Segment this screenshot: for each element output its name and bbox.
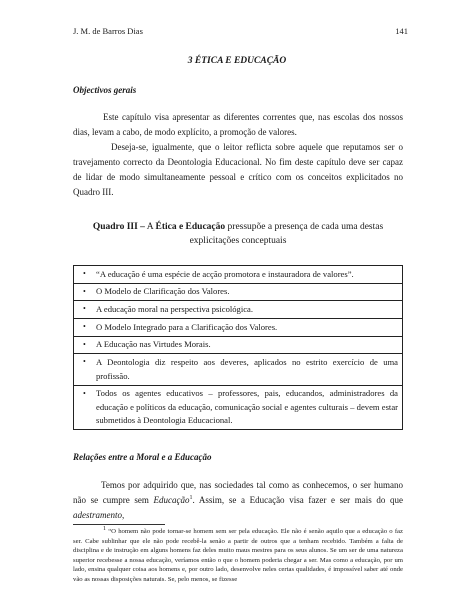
- quadro-item-text: A Deontologia diz respeito aos deveres, aplicados no estrito exercício de uma profissão.: [96, 357, 398, 381]
- quadro-row: [74, 266, 403, 284]
- quadro-item-text: Todos os agentes educativos – professores, pais, educandos, administradores da educação e políticos da educação, comunicação social e agentes culturais – devem estar submetidos à Deontologia Educacional.: [96, 388, 398, 426]
- page-number: 141: [395, 26, 408, 36]
- quadro-item-text: A educação moral na perspectiva psicológica.: [96, 303, 254, 314]
- bullet-icon: •: [83, 339, 86, 349]
- quadro-cell: [74, 336, 403, 354]
- quadro-row: [74, 385, 403, 430]
- paragraph-3-end: ,: [122, 510, 125, 520]
- paragraph-3-italic-end: adestramento: [73, 510, 122, 520]
- objectives-heading: Objectivos gerais: [73, 85, 137, 95]
- quadro-prefix: A: [144, 222, 156, 232]
- quadro-caption: [73, 220, 403, 248]
- quadro-cell: [74, 385, 403, 430]
- paragraph-3-italic: Educação: [153, 495, 190, 505]
- chapter-title: 3 ÉTICA E EDUCAÇÃO: [187, 56, 287, 66]
- quadro-table: [73, 265, 403, 430]
- bullet-icon: •: [83, 304, 86, 314]
- paragraph-3-start: Temos por adquirido que, nas sociedades tal como as conhecemos, o ser humano não se cumpre sem: [73, 480, 403, 505]
- quadro-label: Quadro III –: [92, 222, 145, 232]
- bullet-icon: •: [83, 322, 86, 332]
- quadro-cell: [74, 354, 403, 385]
- quadro-bold-title: Ética e Educação: [155, 222, 226, 232]
- paragraph-3-middle: . Assim, se a Educação visa fazer e ser mais do que: [192, 495, 403, 505]
- quadro-cell: [74, 301, 403, 319]
- quadro-row: [74, 301, 403, 319]
- footnote: [73, 527, 403, 584]
- quadro-item-text: O Modelo de Clarificação dos Valores.: [96, 286, 230, 297]
- bullet-icon: •: [83, 286, 86, 296]
- footnote-divider: [73, 524, 165, 525]
- footnote-reference[interactable]: 1: [189, 495, 193, 501]
- bullet-icon: •: [83, 357, 86, 367]
- quadro-row: [74, 283, 403, 301]
- quadro-row: [74, 336, 403, 354]
- quadro-cell: [74, 319, 403, 337]
- paragraph-2-text: Deseja-se, igualmente, que o leitor reflicta sobre aquele que reputamos ser o travejamento correcto da Deontologia Educacional. No fim deste capítulo deve ser capaz de lidar de modo simultaneamente pessoal e crítico com os conceitos explicitados no Quadro III.: [73, 142, 403, 197]
- paragraph-3: [73, 478, 403, 523]
- paragraph-1: [73, 110, 403, 140]
- quadro-cell: [74, 266, 403, 284]
- footnote-number: 1: [103, 525, 106, 532]
- quadro-cell: [74, 283, 403, 301]
- quadro-row: [74, 319, 403, 337]
- quadro-item-text: O Modelo Integrado para a Clarificação dos Valores.: [96, 321, 278, 332]
- running-header-author: J. M. de Barros Dias: [73, 26, 143, 36]
- paragraph-1-text: Este capítulo visa apresentar as diferentes correntes que, nas escolas dos nossos dias, levam a cabo, de modo explícito, a promoção de valores.: [73, 112, 403, 137]
- footnote-text: “O homem não pode tornar-se homem sem ser pela educação. Ele não é senão aquilo que a educação o faz ser. Cabe sublinhar que ele não pode recebê-la senão a partir de outros que a tenham recebido. Também a falta de disciplina e de instrução em alguns homens faz deles muito maus mestres para os seus alunos. Se um ser de uma natureza superior recebesse a nossa educação, veríamos então o que o homem poderia chegar a ser. Mas como a educação, por um lado, ensina qualquer coisa aos homens e, por outro lado, desenvolve neles certas qualidades, é impossível saber até onde vão as nossas disposições naturais. Se, pelo menos, se fizesse: [73, 528, 403, 583]
- paragraph-2: [73, 140, 403, 200]
- section-heading: Relações entre a Moral e a Educação: [73, 452, 212, 462]
- quadro-item-text: “A educação é uma espécie de acção promotora e instauradora de valores”.: [96, 268, 354, 279]
- bullet-icon: •: [83, 269, 86, 278]
- bullet-icon: •: [83, 388, 86, 398]
- quadro-rest: pressupõe a presença de cada uma destas explicitações conceptuais: [189, 222, 384, 246]
- quadro-row: [74, 354, 403, 385]
- quadro-item-text: A Educação nas Virtudes Morais.: [96, 339, 211, 350]
